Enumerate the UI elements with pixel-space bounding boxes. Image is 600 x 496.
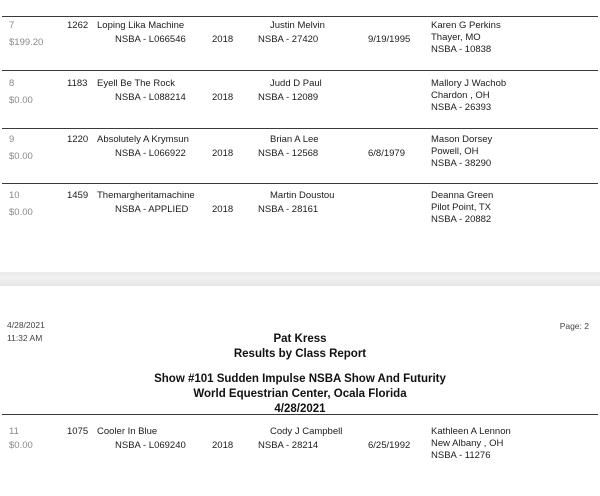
owner-city: Pilot Point, TX: [431, 202, 492, 213]
row-divider: [2, 16, 598, 17]
place: 11: [9, 426, 19, 437]
money-won: $0.00: [9, 95, 33, 106]
foal-year: 2018: [212, 34, 234, 45]
horse-registration: NSBA - L066546: [115, 34, 186, 45]
show-date: 4/28/2021: [274, 403, 326, 415]
rider-dob: 9/19/1995: [368, 34, 411, 45]
owner-registration: NSBA - 10838: [431, 44, 492, 55]
place: 7: [9, 20, 15, 31]
horse-registration: NSBA - L066922: [115, 148, 186, 159]
show-title: Show #101 Sudden Impulse NSBA Show And Futurity: [154, 373, 446, 385]
rider-registration: NSBA - 27420: [258, 34, 319, 45]
owner-city: New Albany , OH: [431, 438, 504, 449]
horse-name: Eyell Be The Rock: [97, 78, 175, 89]
back-number: 1075: [67, 426, 89, 437]
money-won: $0.00: [9, 207, 33, 218]
rider-name: Justin Melvin: [270, 20, 325, 31]
report-time: 11:32 AM: [7, 333, 43, 343]
owner-name: Kathleen A Lennon: [431, 426, 511, 437]
page-number: Page: 2: [559, 321, 589, 331]
owner-name: Mallory J Wachob: [431, 78, 507, 89]
rider-name: Judd D Paul: [270, 78, 322, 89]
foal-year: 2018: [212, 204, 234, 215]
owner-city: Chardon , OH: [431, 90, 490, 101]
horse-name: Absolutely A Krymsun: [97, 134, 189, 145]
owner-registration: NSBA - 26393: [431, 102, 492, 113]
rider-dob: 6/8/1979: [368, 148, 405, 159]
rider-registration: NSBA - 12089: [258, 92, 319, 103]
rider-name: Cody J Campbell: [270, 426, 343, 437]
place: 8: [9, 78, 15, 89]
foal-year: 2018: [212, 92, 234, 103]
rider-registration: NSBA - 12568: [258, 148, 319, 159]
owner-name: Mason Dorsey: [431, 134, 493, 145]
result-row: [0, 426, 600, 496]
rider-name: Brian A Lee: [270, 134, 319, 145]
place: 9: [9, 134, 15, 145]
report-date: 4/28/2021: [7, 320, 45, 330]
horse-name: Loping Lika Machine: [97, 20, 185, 31]
horse-registration: NSBA - APPLIED: [115, 204, 189, 215]
money-won: $0.00: [9, 151, 33, 162]
report-owner-name: Pat Kress: [273, 333, 327, 345]
owner-registration: NSBA - 11276: [431, 450, 491, 461]
owner-registration: NSBA - 38290: [431, 158, 492, 169]
horse-registration: NSBA - L088214: [115, 92, 186, 103]
foal-year: 2018: [212, 440, 234, 451]
rider-registration: NSBA - 28214: [258, 440, 319, 451]
money-won: $0.00: [9, 440, 33, 451]
back-number: 1220: [67, 134, 89, 145]
back-number: 1459: [67, 190, 89, 201]
owner-city: Thayer, MO: [431, 32, 481, 43]
show-venue: World Equestrian Center, Ocala Florida: [193, 388, 407, 400]
owner-city: Powell, OH: [431, 146, 479, 157]
horse-name: Cooler In Blue: [97, 426, 158, 437]
report-title: Results by Class Report: [233, 348, 367, 360]
owner-name: Deanna Green: [431, 190, 494, 201]
back-number: 1183: [67, 78, 88, 89]
rider-dob: 6/25/1992: [368, 440, 411, 451]
owner-name: Karen G Perkins: [431, 20, 501, 31]
foal-year: 2018: [212, 148, 234, 159]
horse-name: Themargheritamachine: [97, 190, 195, 201]
back-number: 1262: [67, 20, 89, 31]
page-separator: [0, 272, 600, 286]
rider-name: Martin Doustou: [270, 190, 335, 201]
rider-registration: NSBA - 28161: [258, 204, 319, 215]
result-row: [0, 190, 600, 260]
money-won: $199.20: [9, 37, 44, 48]
owner-registration: NSBA - 20882: [431, 214, 492, 225]
horse-registration: NSBA - L069240: [115, 440, 186, 451]
place: 10: [9, 190, 20, 201]
